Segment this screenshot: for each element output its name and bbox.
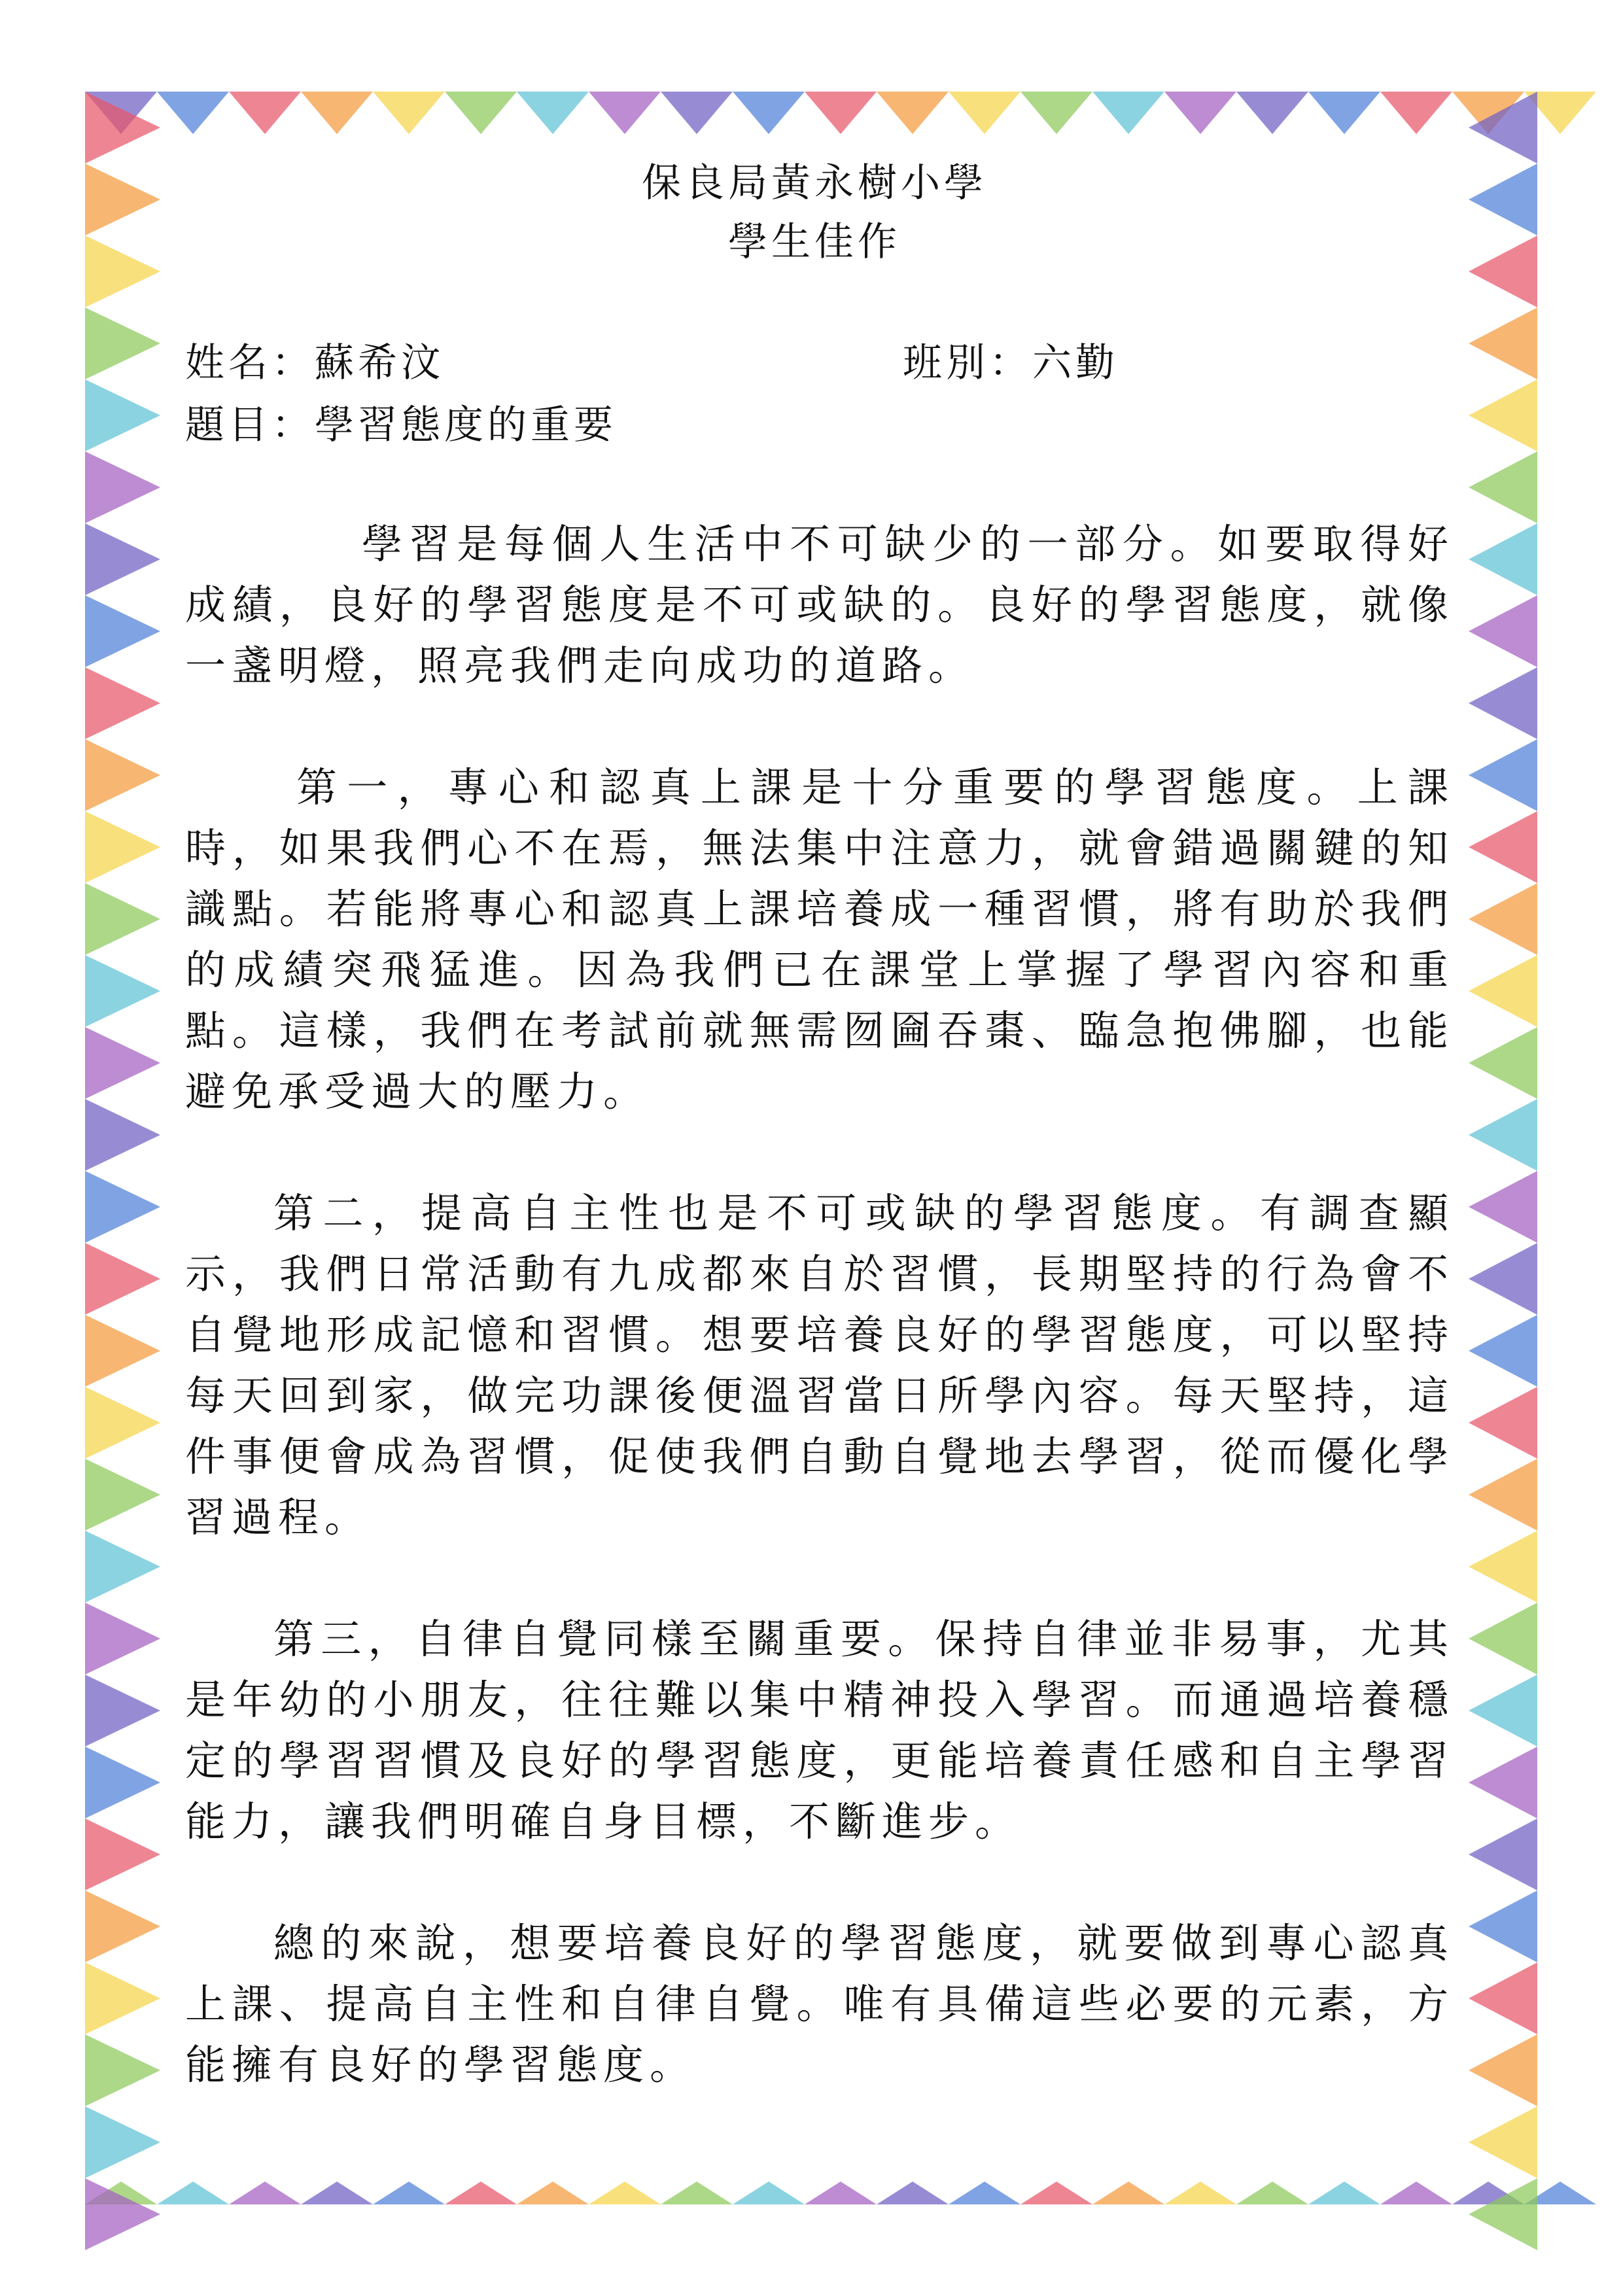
paragraph-first: 第一，專心和認真上課是十分重要的學習態度。上課時，如果我們心不在焉，無法集中注意力，就會錯過關鍵的知識點。若能將專心和認真上課培養成一種習慣，將有助於我們的成績突飛猛進。因為我們已在課堂上掌握了學習內容和重點。這樣，我們在考試前就無需囫圇吞棗、臨急抱佛腳，也能避免承受過大的壓力。	[185, 763, 1454, 1115]
student-class: 班別：六勤	[903, 340, 1119, 386]
paragraph-second: 第二，提高自主性也是不可或缺的學習態度。有調查顯示，我們日常活動有九成都來自於習慣，長期堅持的行為會不自覺地形成記憶和習慣。想要培養良好的學習態度，可以堅持每天回到家，做完功課後便溫習當日所學內容。每天堅持，這件事便會成為習慣，促使我們自動自覺地去學習，從而優化學習過程。	[185, 1189, 1454, 1541]
student-name: 姓名：蘇希汶	[185, 340, 444, 386]
school-name: 保良局黃永樹小學	[642, 160, 987, 206]
essay-topic: 題目：學習態度的重要	[185, 402, 617, 448]
essay-body	[185, 513, 1454, 2156]
paragraph-conclusion: 總的來說，想要培養良好的學習態度，就要做到專心認真上課、提高自主性和自律自覺。唯有具備這些必要的元素，方能擁有良好的學習態度。	[185, 1919, 1454, 2089]
essay-sheet	[160, 134, 1469, 2182]
document-header	[160, 154, 1469, 271]
paragraph-intro: 學習是每個人生活中不可缺少的一部分。如要取得好成績，良好的學習態度是不可或缺的。良好的學習態度，就像一盞明燈，照亮我們走向成功的道路。	[185, 520, 1454, 689]
paragraph-third: 第三，自律自覺同樣至關重要。保持自律並非易事，尤其是年幼的小朋友，往往難以集中精神投入學習。而通過培養穩定的學習習慣及良好的學習態度，更能培養責任感和自主學習能力，讓我們明確自身目標，不斷進步。	[185, 1615, 1454, 1845]
document-subtitle: 學生佳作	[728, 219, 901, 265]
